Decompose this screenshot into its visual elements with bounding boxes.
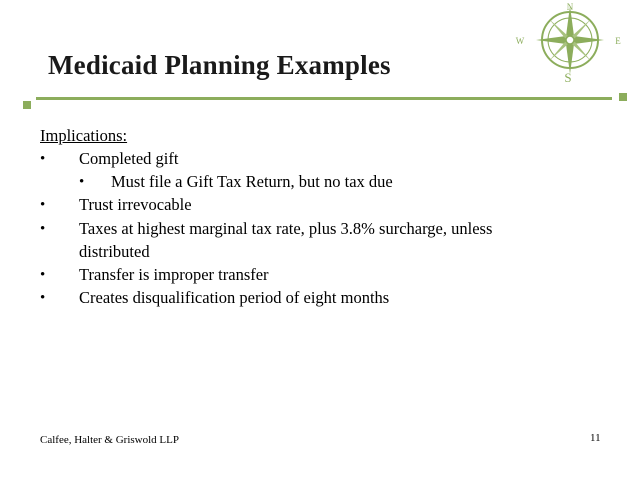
bullet-text: Completed gift [79,149,179,168]
bullet-text-continuation: distributed [79,242,150,261]
bullet-text: Taxes at highest marginal tax rate, plus 3.8% surcharge, unless [79,219,493,238]
slide-title: Medicaid Planning Examples [48,50,391,80]
bullet-glyph: • [40,221,46,237]
compass-letter-e: E [615,36,621,46]
divider-square-right [619,93,627,101]
bullet-glyph: • [40,267,46,283]
title-divider [36,97,612,100]
bullet-glyph: • [79,174,85,190]
bullet-text: Trust irrevocable [79,195,192,214]
bullet-text: Transfer is improper transfer [79,265,269,284]
bullet-glyph: • [40,151,46,167]
divider-square-left [23,101,31,109]
bullet-text: Must file a Gift Tax Return, but no tax due [111,172,393,191]
bullet-text: Creates disqualification period of eight months [79,288,390,307]
footer-firm-name: Calfee, Halter & Griswold LLP [40,434,179,446]
compass-letter-n: N [566,2,574,12]
bullet-glyph: • [40,290,46,306]
body-heading: Implications: [40,126,128,145]
compass-rose-icon [508,0,624,92]
bullet-glyph: • [40,197,46,213]
compass-letter-w: W [515,36,525,46]
compass-letter-s: S [564,70,572,85]
page-number: 11 [590,432,601,444]
